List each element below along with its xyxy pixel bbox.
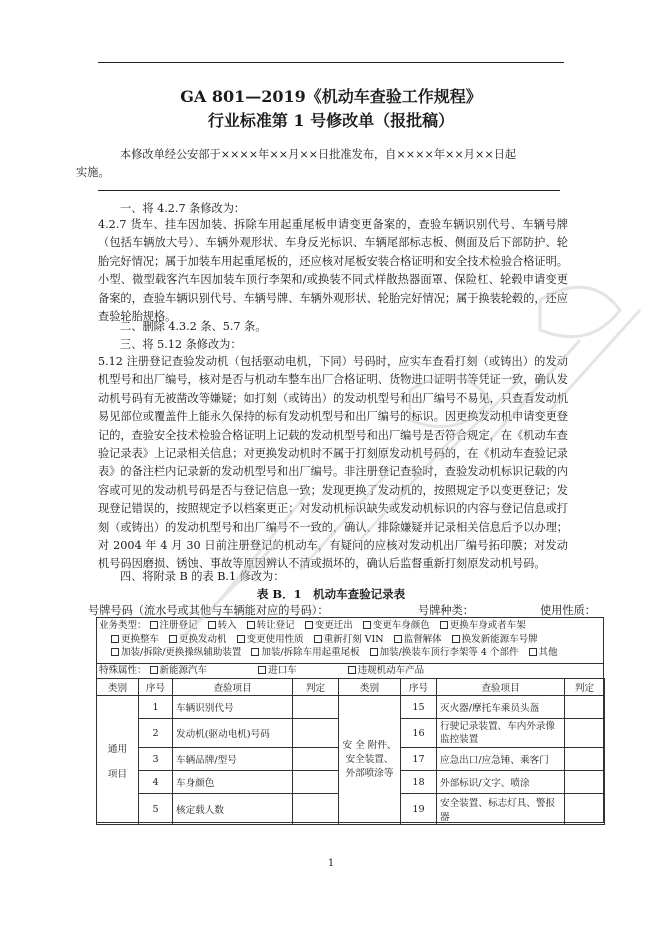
right-category: 安 全 附件、安全装置、外部喷涂等 <box>339 696 401 825</box>
checkbox-icon[interactable] <box>237 635 245 643</box>
top-rule <box>98 62 564 63</box>
option-checkbox[interactable] <box>314 633 384 647</box>
business-types <box>97 619 603 660</box>
item-name: 车辆识别代号 <box>173 696 293 719</box>
item-name: 车身颜色 <box>173 771 293 794</box>
judgement-cell[interactable] <box>293 794 339 825</box>
business-types-row2 <box>97 633 603 647</box>
option-checkbox[interactable] <box>251 646 359 660</box>
option-label: 变更使用性质 <box>246 633 304 645</box>
item-number: 5 <box>139 794 173 825</box>
special-attributes-label: 特殊属性： <box>99 665 147 676</box>
option-label: 更换发动机 <box>179 633 227 645</box>
option-label: 重新打刻 VIN <box>323 633 384 645</box>
item-number: 4 <box>139 771 173 794</box>
checkbox-icon[interactable] <box>440 621 448 629</box>
intro-separator <box>98 190 560 191</box>
checkbox-icon[interactable] <box>247 621 255 629</box>
option-label: 变更车身颜色 <box>372 620 430 631</box>
option-checkbox[interactable] <box>363 619 430 633</box>
item3-heading: 三、将 5.12 条修改为： <box>120 338 242 351</box>
option-label: 更换整车 <box>121 633 160 645</box>
checkbox-icon[interactable] <box>370 648 378 656</box>
judgement-cell[interactable] <box>293 748 339 771</box>
option-label: 变更迁出 <box>314 620 353 631</box>
column-header: 查验项目 <box>437 679 565 696</box>
item-number: 16 <box>401 719 437 748</box>
judgement-cell[interactable] <box>565 748 605 771</box>
option-checkbox[interactable] <box>529 646 558 660</box>
item1-body: 4.2.7 货车、挂车因加装、拆除车用起重尾板申请变更备案的，查验车辆识别代号、车辆号牌（包括车辆放大号）、车辆外观形状、车身反光标识、车辆尾部标志板、侧面及后下部防护、轮胎完好情况；属于加装车用起重尾板的，还应核对尾板安装合格证明和安全技术检验合格证明。小型、微型载客汽车因加装车顶行李架和/或换装不同式样散热器面罩、保险杠、轮毂申请变更备案的，查验车辆识别代号、车辆号牌、车辆外观形状、轮胎完好情况；属于换装轮毂的，还应查验轮胎规格。 <box>98 218 568 324</box>
business-types-row3 <box>97 646 603 660</box>
option-label: 注册登记 <box>159 620 198 631</box>
checkbox-icon[interactable] <box>529 648 537 656</box>
item-number: 19 <box>401 794 437 825</box>
checkbox-icon[interactable] <box>111 648 119 656</box>
option-label: 转让登记 <box>256 620 295 631</box>
business-types-label: 业务类型： <box>99 620 147 631</box>
table-row <box>97 696 605 719</box>
option-label: 新能源汽车 <box>159 665 208 676</box>
option-label: 换发新能源车号牌 <box>461 633 538 645</box>
checkbox-icon[interactable] <box>305 621 313 629</box>
option-label: 进口车 <box>268 665 297 676</box>
item3-body: 5.12 注册登记查验发动机（包括驱动电机，下同）号码时，应实车查看打刻（或铸出）的发动机型号和出厂编号，核对是否与机动车整车出厂合格证明、货物进口证明书等凭证一致，确认发动机号码有无被凿改等嫌疑；如打刻（或铸出）的发动机型号和出厂编号不易见，只查看发动机易见部位或覆盖件上能永久保持的标有发动机型号和出厂编号的标识。因更换发动机申请变更登记的，查验安全技术检验合格证明上记载的发动机型号和出厂编号是否符合规定，在《机动车查验记录表》上记录相关信息；对更换发动机时不属于打刻原发动机号码的，在《机动车查验记录表》的备注栏内记录新的发动机型号和出厂编号。非注册登记查验时，查验发动机标识记载的内容或可见的发动机号码是否与登记信息一致；发现更换了发动机的，按照规定予以变更登记；发现登记错误的，按照规定予以档案更正；对发动机标识缺失或发动机标识的内容与登记信息或打刻（或铸出）的发动机型号和出厂编号不一致的，确认、排除嫌疑并记录相关信息后予以办理；对 2004 年 4 月 30 日前注册登记的机动车，有疑问的应核对发动机出厂编号拓印膜；对发动机号码因磨损、锈蚀、事故等原因辨认不清或损坏的，确认后监督重新打刻原发动机号码。 <box>98 355 568 571</box>
table-header-row <box>97 679 605 696</box>
judgement-cell[interactable] <box>293 771 339 794</box>
option-checkbox[interactable] <box>111 646 241 660</box>
checkbox-icon[interactable] <box>258 666 266 674</box>
option-label: 加装/拆除/更换操纵辅助装置 <box>121 647 242 658</box>
option-label: 转入 <box>217 620 237 631</box>
checkbox-icon[interactable] <box>348 666 356 674</box>
option-label: 违规机动车产品 <box>357 665 425 676</box>
checkbox-icon[interactable] <box>208 621 216 629</box>
table-caption: 表 B．1 机动车查验记录表 <box>256 587 406 601</box>
item-number: 17 <box>401 748 437 771</box>
option-checkbox[interactable] <box>169 633 227 647</box>
column-header: 序号 <box>401 679 437 696</box>
usage-field: 使用性质： <box>540 604 596 617</box>
column-header: 序号 <box>139 679 173 696</box>
item-number: 3 <box>139 748 173 771</box>
item-name: 外部标识/文字、喷涂 <box>437 771 565 794</box>
checkbox-icon[interactable] <box>363 621 371 629</box>
item-name: 车辆品牌/型号 <box>173 748 293 771</box>
item-name: 应急出口/应急锤、乘客门 <box>437 748 565 771</box>
option-checkbox[interactable] <box>111 633 159 647</box>
checkbox-icon[interactable] <box>251 648 259 656</box>
column-header: 查验项目 <box>173 679 293 696</box>
item1-heading: 一、将 4.2.7 条修改为： <box>120 202 246 215</box>
option-label: 其他 <box>538 647 558 658</box>
judgement-cell[interactable] <box>565 719 605 748</box>
option-checkbox[interactable] <box>305 619 353 633</box>
item-name: 灭火器/摩托车乘员头盔 <box>437 696 565 719</box>
option-checkbox[interactable] <box>258 664 297 678</box>
document-title: GA 801—2019《机动车查验工作规程》 <box>180 87 482 106</box>
option-checkbox[interactable] <box>247 619 295 633</box>
column-header: 判定 <box>293 679 339 696</box>
option-label: 更换车身或者车架 <box>449 620 526 631</box>
plate-type-field: 号牌种类： <box>418 604 474 617</box>
left-category: 通用 项目 <box>97 696 139 825</box>
option-checkbox[interactable] <box>370 646 519 660</box>
item-name: 发动机(驱动电机)号码 <box>173 719 293 748</box>
document-subtitle: 行业标准第 1 号修改单（报批稿） <box>207 111 455 130</box>
checkbox-icon[interactable] <box>314 635 322 643</box>
checkbox-icon[interactable] <box>111 635 119 643</box>
option-checkbox[interactable] <box>150 664 208 678</box>
judgement-cell[interactable] <box>293 696 339 719</box>
item-number: 1 <box>139 696 173 719</box>
column-header: 类别 <box>339 679 401 696</box>
inspection-table <box>96 678 605 825</box>
checkbox-icon[interactable] <box>452 635 460 643</box>
option-label: 加装/换装车顶行李架等 4 个部件 <box>379 647 519 658</box>
judgement-cell[interactable] <box>565 696 605 719</box>
checkbox-icon[interactable] <box>150 621 158 629</box>
business-types-row1 <box>97 619 603 633</box>
intro-paragraph <box>76 146 568 183</box>
item-number: 15 <box>401 696 437 719</box>
judgement-cell[interactable] <box>565 771 605 794</box>
page-number: 1 <box>327 858 335 869</box>
judgement-cell[interactable] <box>565 794 605 825</box>
item4-heading: 四、将附录 B 的表 B.1 修改为： <box>120 570 285 583</box>
option-checkbox[interactable] <box>208 619 237 633</box>
option-checkbox[interactable] <box>452 633 538 647</box>
item-name: 核定载人数 <box>173 794 293 825</box>
intro-line2: 实施。 <box>76 166 110 180</box>
column-header: 类别 <box>97 679 139 696</box>
item-name: 行驶记录装置、车内外录像监控装置 <box>437 719 565 748</box>
column-header: 判定 <box>565 679 605 696</box>
checkbox-icon[interactable] <box>394 635 402 643</box>
option-checkbox[interactable] <box>394 633 442 647</box>
option-label: 监督解体 <box>403 633 442 645</box>
option-label: 加装/拆除车用起重尾板 <box>261 647 360 658</box>
option-checkbox[interactable] <box>348 664 425 678</box>
intro-line1: 本修改单经公安部于××××年××月××日批准发布，自××××年××月××日起 <box>120 148 517 161</box>
plate-number-field: 号牌号码（流水号或其他与车辆能对应的号码）： <box>88 604 329 617</box>
item2: 二、删除 4.3.2 条、5.7 条。 <box>120 320 267 333</box>
checkbox-icon[interactable] <box>169 635 177 643</box>
option-checkbox[interactable] <box>440 619 526 633</box>
judgement-cell[interactable] <box>293 719 339 748</box>
item-number: 18 <box>401 771 437 794</box>
form-fields <box>88 602 608 616</box>
option-checkbox[interactable] <box>237 633 304 647</box>
item-name: 安全装置、标志灯具、警报器 <box>437 794 565 825</box>
item-number: 2 <box>139 719 173 748</box>
option-checkbox[interactable] <box>150 619 198 633</box>
checkbox-icon[interactable] <box>150 666 158 674</box>
